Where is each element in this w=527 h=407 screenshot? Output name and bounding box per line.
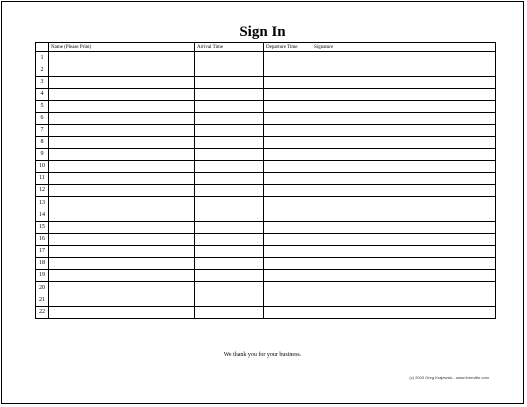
table-row xyxy=(36,197,496,222)
name-cell[interactable] xyxy=(49,185,195,197)
row-number-label: 7 xyxy=(40,127,44,133)
row-number-label: 12 xyxy=(39,187,45,193)
name-cell[interactable] xyxy=(49,101,195,113)
departure-signature-cell[interactable] xyxy=(264,101,496,113)
departure-signature-cell[interactable] xyxy=(264,234,496,246)
row-number-label: 4 xyxy=(40,91,44,97)
row-number xyxy=(36,222,49,234)
header-signature: Signature xyxy=(314,44,334,50)
name-cell[interactable] xyxy=(49,282,195,307)
name-cell[interactable] xyxy=(49,246,195,258)
departure-signature-cell[interactable] xyxy=(264,137,496,149)
table-row xyxy=(36,173,496,185)
departure-signature-cell[interactable] xyxy=(264,113,496,125)
departure-signature-cell[interactable] xyxy=(264,52,496,77)
row-number-label: 21 xyxy=(39,296,45,303)
sheet-title: Sign In xyxy=(239,24,286,40)
departure-signature-cell[interactable] xyxy=(264,222,496,234)
sign-in-table xyxy=(35,42,496,319)
row-number-label: 3 xyxy=(40,79,44,85)
table-row xyxy=(36,89,496,101)
row-number-label: 8 xyxy=(40,139,44,145)
name-cell[interactable] xyxy=(49,77,195,89)
name-cell[interactable] xyxy=(49,125,195,137)
row-number xyxy=(36,52,49,77)
row-number xyxy=(36,173,49,185)
table-row xyxy=(36,161,496,173)
departure-signature-cell[interactable] xyxy=(264,125,496,137)
row-number-label: 20 xyxy=(39,284,45,291)
table-row xyxy=(36,77,496,89)
row-number-label: 16 xyxy=(39,236,45,242)
arrival-cell[interactable] xyxy=(195,52,264,77)
departure-signature-cell[interactable] xyxy=(264,185,496,197)
arrival-cell[interactable] xyxy=(195,137,264,149)
row-number-label: 11 xyxy=(39,175,45,181)
name-cell[interactable] xyxy=(49,173,195,185)
row-number xyxy=(36,258,49,270)
name-cell[interactable] xyxy=(49,270,195,282)
name-cell[interactable] xyxy=(49,113,195,125)
table-row xyxy=(36,282,496,307)
table-row xyxy=(36,149,496,161)
sign-in-sheet xyxy=(1,1,524,404)
row-number xyxy=(36,307,49,319)
form-credit: (c) 2003 Greg Krajewski - www.formville.com xyxy=(409,375,489,380)
row-number xyxy=(36,125,49,137)
row-number-label: 19 xyxy=(39,272,45,278)
table-row xyxy=(36,125,496,137)
row-number xyxy=(36,77,49,89)
header-number xyxy=(36,43,49,52)
name-cell[interactable] xyxy=(49,307,195,319)
departure-signature-cell[interactable] xyxy=(264,77,496,89)
row-number xyxy=(36,113,49,125)
row-number xyxy=(36,161,49,173)
arrival-cell[interactable] xyxy=(195,270,264,282)
table-row xyxy=(36,185,496,197)
row-number xyxy=(36,270,49,282)
departure-signature-cell[interactable] xyxy=(264,307,496,319)
header-departure-signature xyxy=(264,43,496,52)
table-row xyxy=(36,307,496,319)
arrival-cell[interactable] xyxy=(195,282,264,307)
row-number-label: 10 xyxy=(39,163,45,169)
row-number-label: 13 xyxy=(39,199,45,206)
row-number-label: 6 xyxy=(40,115,44,121)
header-departure: Departure Time xyxy=(266,44,298,50)
departure-signature-cell[interactable] xyxy=(264,149,496,161)
header-name: Name (Please Print) xyxy=(49,43,195,52)
arrival-cell[interactable] xyxy=(195,222,264,234)
table-row xyxy=(36,234,496,246)
name-cell[interactable] xyxy=(49,258,195,270)
row-number-label: 5 xyxy=(40,103,44,109)
row-number-label: 15 xyxy=(39,224,45,230)
row-number-label: 22 xyxy=(39,309,45,315)
departure-signature-cell[interactable] xyxy=(264,258,496,270)
arrival-cell[interactable] xyxy=(195,125,264,137)
arrival-cell[interactable] xyxy=(195,307,264,319)
departure-signature-cell[interactable] xyxy=(264,173,496,185)
arrival-cell[interactable] xyxy=(195,113,264,125)
arrival-cell[interactable] xyxy=(195,89,264,101)
table-body xyxy=(36,52,496,319)
name-cell[interactable] xyxy=(49,137,195,149)
row-number xyxy=(36,197,49,222)
name-cell[interactable] xyxy=(49,234,195,246)
row-number xyxy=(36,137,49,149)
arrival-cell[interactable] xyxy=(195,258,264,270)
footer-thanks: We thank you for your business. xyxy=(223,352,302,358)
departure-signature-cell[interactable] xyxy=(264,161,496,173)
arrival-cell[interactable] xyxy=(195,234,264,246)
header-arrival: Arrival Time xyxy=(195,43,264,52)
arrival-cell[interactable] xyxy=(195,173,264,185)
arrival-cell[interactable] xyxy=(195,77,264,89)
row-number-label: 1 xyxy=(40,54,44,61)
departure-signature-cell[interactable] xyxy=(264,282,496,307)
departure-signature-cell[interactable] xyxy=(264,197,496,222)
name-cell[interactable] xyxy=(49,52,195,77)
row-number-label: 9 xyxy=(40,151,44,157)
arrival-cell[interactable] xyxy=(195,101,264,113)
header-row xyxy=(36,43,496,52)
table-row xyxy=(36,246,496,258)
row-number-label: 17 xyxy=(39,248,45,254)
table-row xyxy=(36,222,496,234)
name-cell[interactable] xyxy=(49,197,195,222)
departure-signature-cell[interactable] xyxy=(264,89,496,101)
name-cell[interactable] xyxy=(49,222,195,234)
row-number-label: 14 xyxy=(39,211,45,218)
arrival-cell[interactable] xyxy=(195,197,264,222)
table-row xyxy=(36,52,496,77)
row-number xyxy=(36,246,49,258)
row-number-label: 18 xyxy=(39,260,45,266)
table-row xyxy=(36,258,496,270)
arrival-cell[interactable] xyxy=(195,246,264,258)
departure-signature-cell[interactable] xyxy=(264,270,496,282)
table-row xyxy=(36,270,496,282)
row-number xyxy=(36,101,49,113)
arrival-cell[interactable] xyxy=(195,185,264,197)
table-row xyxy=(36,113,496,125)
arrival-cell[interactable] xyxy=(195,161,264,173)
name-cell[interactable] xyxy=(49,89,195,101)
arrival-cell[interactable] xyxy=(195,149,264,161)
row-number xyxy=(36,282,49,307)
row-number-label: 2 xyxy=(40,66,44,73)
table-row xyxy=(36,137,496,149)
departure-signature-cell[interactable] xyxy=(264,246,496,258)
row-number xyxy=(36,185,49,197)
table-row xyxy=(36,101,496,113)
row-number xyxy=(36,234,49,246)
row-number xyxy=(36,89,49,101)
name-cell[interactable] xyxy=(49,149,195,161)
name-cell[interactable] xyxy=(49,161,195,173)
row-number xyxy=(36,149,49,161)
